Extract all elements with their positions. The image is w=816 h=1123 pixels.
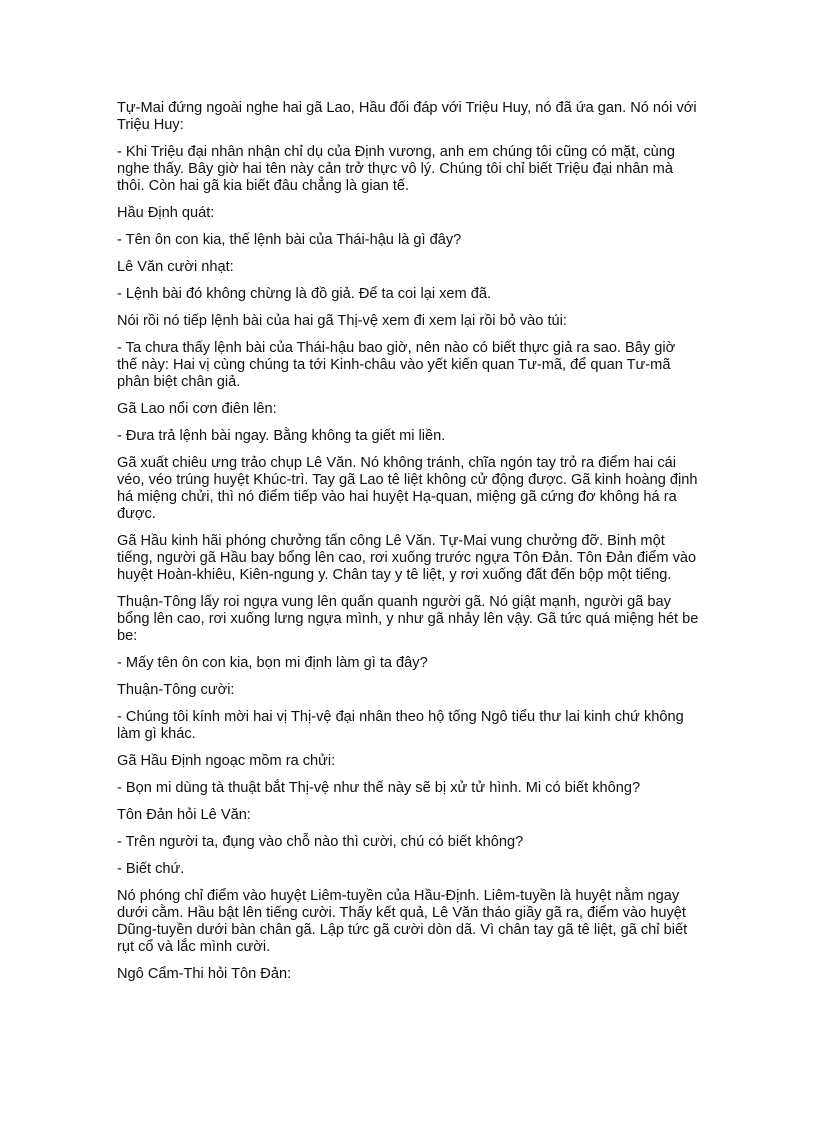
paragraph: Gã Hầu kinh hãi phóng chưởng tấn công Lê Văn. Tự-Mai vung chưởng đỡ. Binh một tiếng, người gã Hầu bay bổng lên cao, rơi xuống trước ngựa Tôn Đản. Tôn Đản điểm vào huyệt Hoàn-khiêu, Kiên-ngung y. Chân tay y tê liệt, y rơi xuống đất đến bộp một tiếng.	[117, 533, 697, 583]
paragraph: - Biết chứ.	[117, 861, 185, 877]
paragraph: Tôn Đản hỏi Lê Văn:	[117, 807, 251, 823]
paragraph: - Đưa trả lệnh bài ngay. Bằng không ta giết mi liền.	[117, 428, 446, 444]
paragraph: Nói rồi nó tiếp lệnh bài của hai gã Thị-vệ xem đi xem lại rồi bỏ vào túi:	[117, 313, 567, 329]
document-page	[117, 100, 699, 993]
paragraph: Gã Lao nổi cơn điên lên:	[117, 401, 277, 417]
paragraph: - Trên người ta, đụng vào chỗ nào thì cười, chú có biết không?	[117, 834, 524, 850]
paragraph: Gã xuất chiêu ưng trảo chụp Lê Văn. Nó không tránh, chĩa ngón tay trỏ ra điểm hai cái véo, véo trúng huyệt Khúc-trì. Tay gã Lao tê liệt không cử động được. Gã kinh hoàng định há miệng chửi, thì nó điểm tiếp vào hai huyệt Hạ-quan, miệng gã cứng đơ không há ra được.	[117, 455, 698, 522]
paragraph: - Khi Triệu đại nhân nhận chỉ dụ của Định vương, anh em chúng tôi cũng có mặt, cùng nghe thấy. Bây giờ hai tên này cản trở thực vô lý. Chúng tôi chỉ biết Triệu đại nhân mà thôi. Còn hai gã kia biết đâu chẳng là gian tế.	[117, 144, 676, 194]
paragraph: Ngô Cẩm-Thi hỏi Tôn Đản:	[117, 966, 292, 982]
paragraph: - Chúng tôi kính mời hai vị Thị-vệ đại nhân theo hộ tống Ngô tiểu thư lai kinh chứ không làm gì khác.	[117, 709, 684, 742]
paragraph: - Ta chưa thấy lệnh bài của Thái-hậu bao giờ, nên nào có biết thực giả ra sao. Bây giờ thế này: Hai vị cùng chúng ta tới Kinh-châu vào yết kiến quan Tư-mã, để quan Tư-mã phân biệt chân giả.	[117, 340, 676, 390]
paragraph: Thuận-Tông lấy roi ngựa vung lên quấn quanh người gã. Nó giật mạnh, người gã bay bổng lên cao, rơi xuống lưng ngựa mình, y như gã nhảy lên vậy. Gã tức quá miệng hét be be:	[117, 594, 699, 644]
paragraph: - Lệnh bài đó không chừng là đồ giả. Để ta coi lại xem đã.	[117, 286, 492, 302]
paragraph: Nó phóng chỉ điểm vào huyệt Liêm-tuyền của Hầu-Định. Liêm-tuyền là huyệt nằm ngay dưới cằm. Hầu bật lên tiếng cười. Thấy kết quả, Lê Văn tháo giầy gã ra, điểm vào huyệt Dũng-tuyền dưới bàn chân gã. Lập tức gã cười dòn dã. Vì chân tay gã tê liệt, gã chỉ biết rụt cổ và lắc mình cười.	[117, 888, 688, 955]
paragraph: - Mấy tên ôn con kia, bọn mi định làm gì ta đây?	[117, 655, 428, 671]
paragraph: Thuận-Tông cười:	[117, 682, 235, 698]
paragraph: Lê Văn cười nhạt:	[117, 259, 234, 275]
paragraph: Gã Hầu Định ngoạc mồm ra chửi:	[117, 753, 336, 769]
paragraph: Hầu Định quát:	[117, 205, 215, 221]
paragraph: - Tên ôn con kia, thế lệnh bài của Thái-hậu là gì đây?	[117, 232, 462, 248]
paragraph: Tự-Mai đứng ngoài nghe hai gã Lao, Hầu đối đáp với Triệu Huy, nó đã ứa gan. Nó nói với Triệu Huy:	[117, 100, 697, 133]
paragraph: - Bọn mi dùng tà thuật bắt Thị-vệ như thế này sẽ bị xử tử hình. Mi có biết không?	[117, 780, 641, 796]
